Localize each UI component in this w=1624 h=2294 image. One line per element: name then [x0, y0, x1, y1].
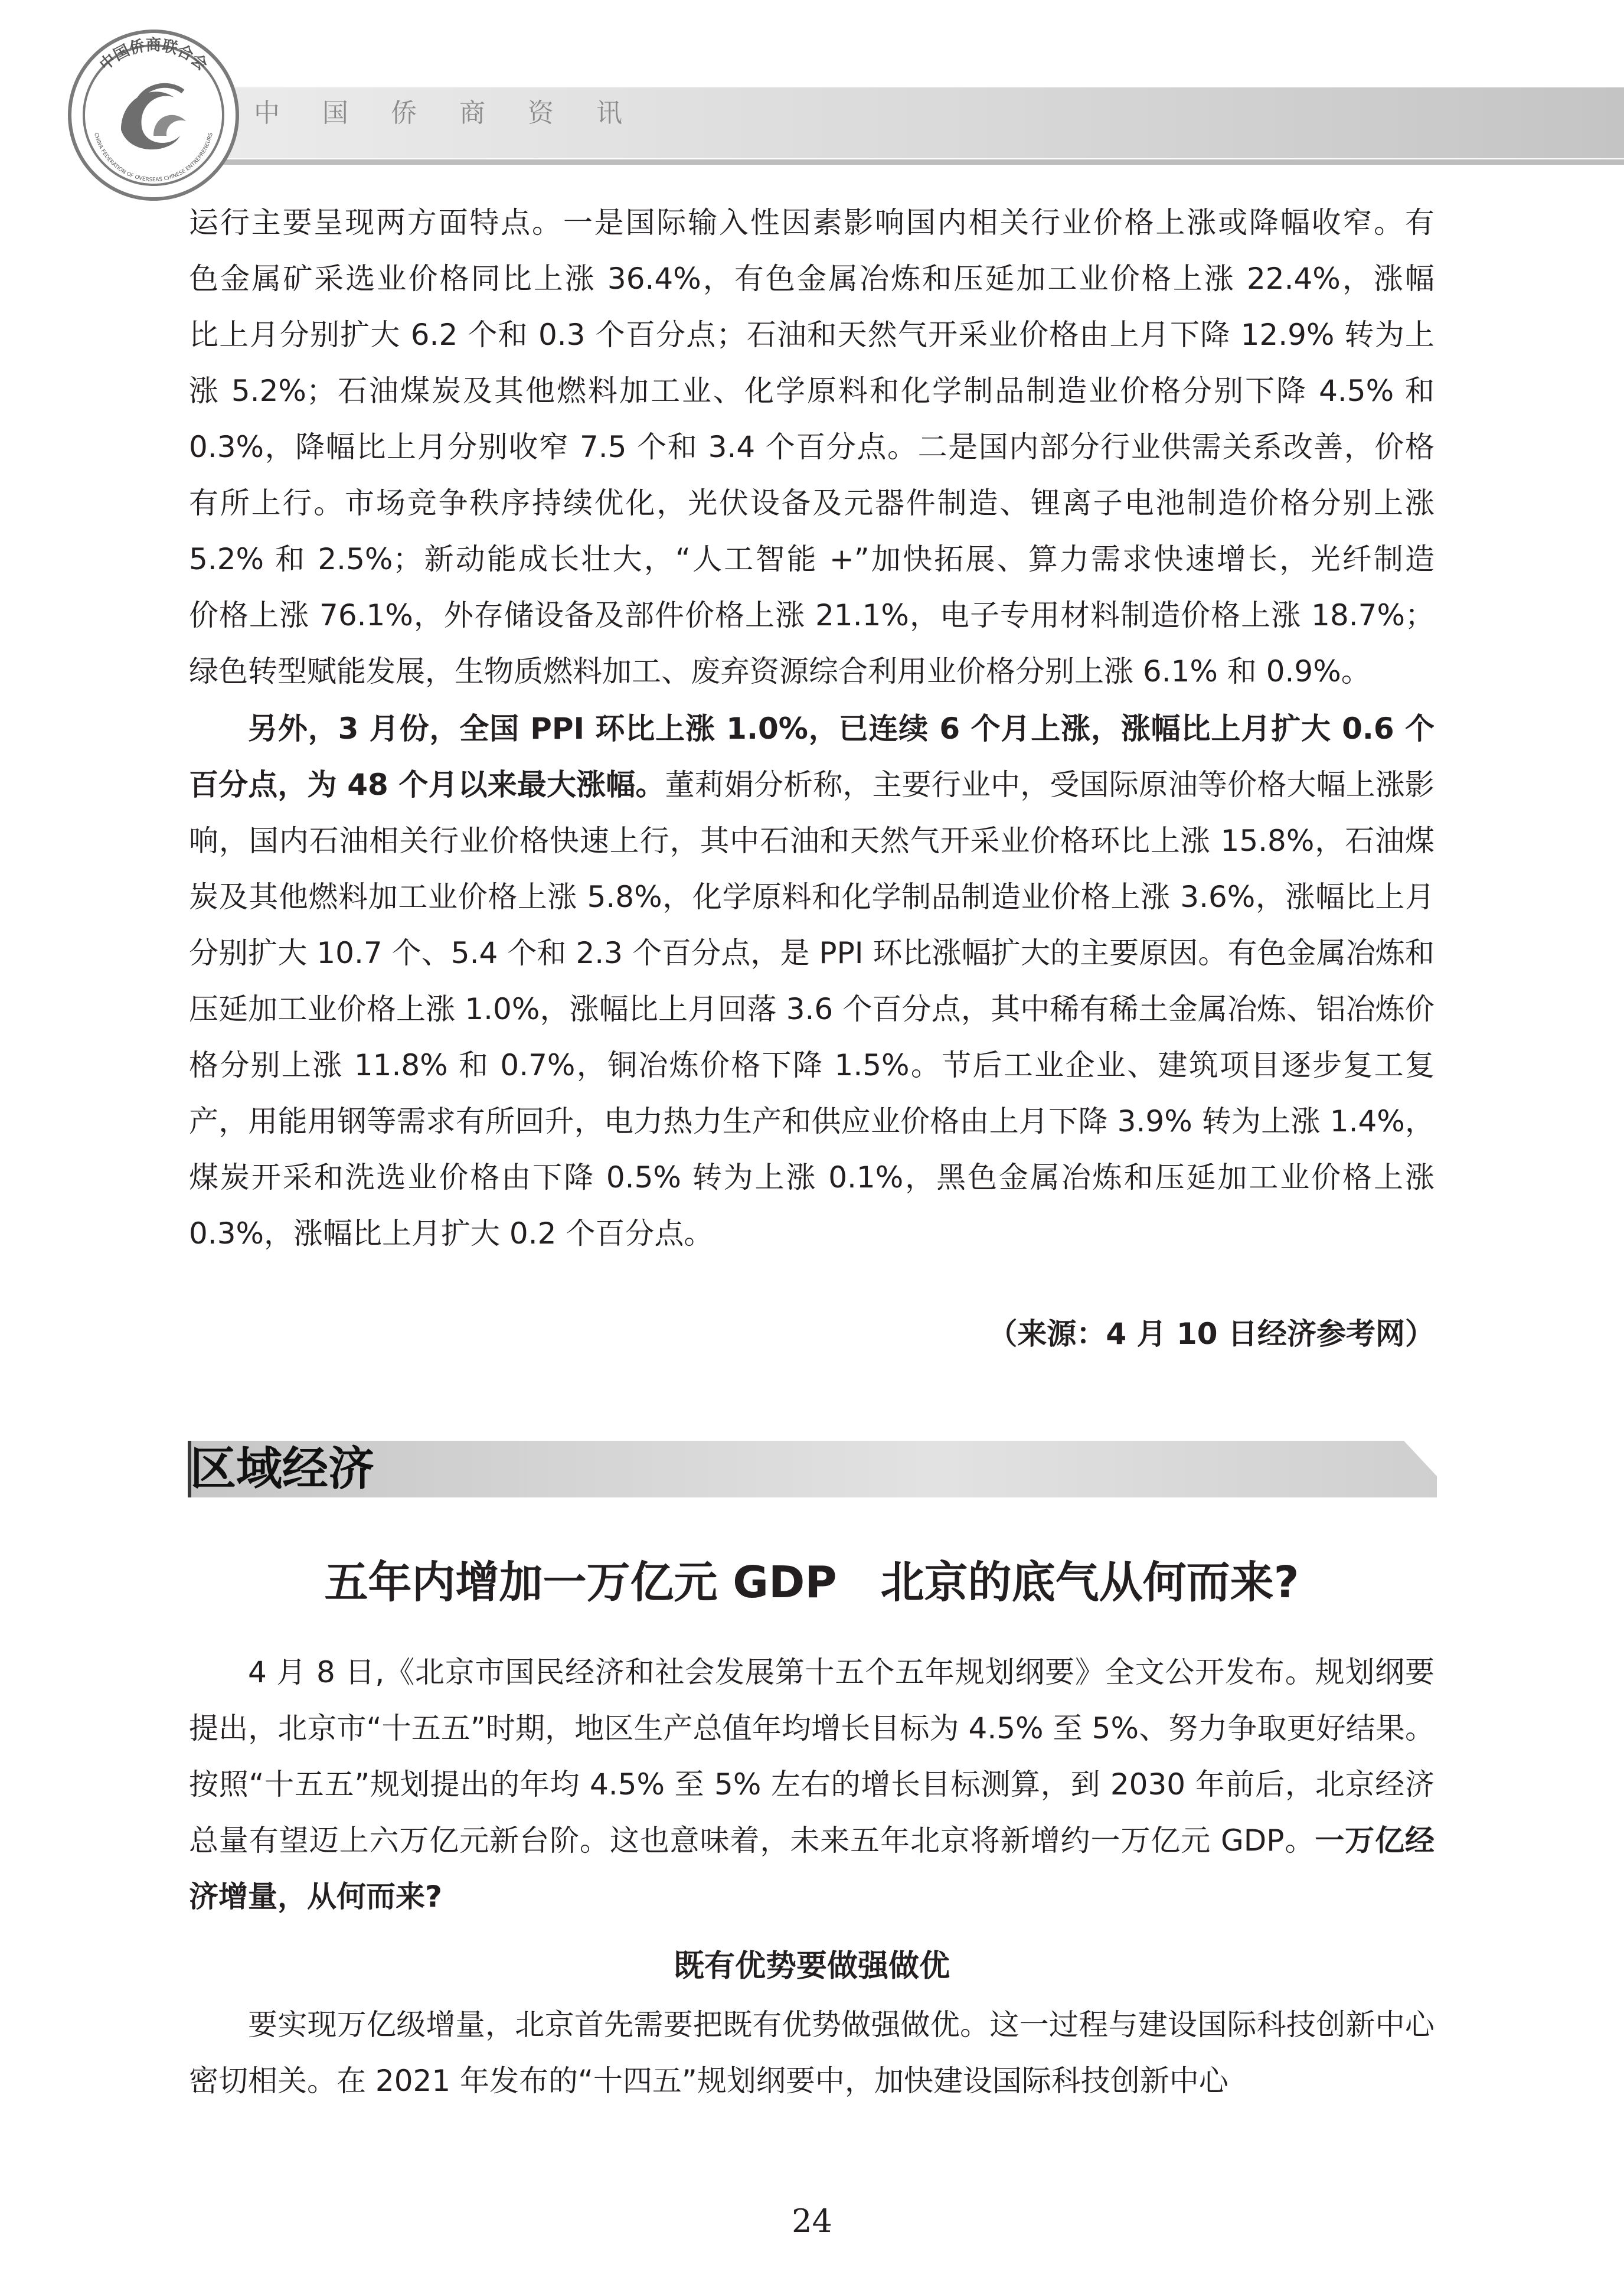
- article-paragraph-1: [189, 1644, 1435, 1925]
- article-paragraph-2: [189, 1997, 1435, 2109]
- ppi-lead-bold: 另外，3 月份，全国 PPI 环比上涨 1.0%，已连续 6 个月上涨，涨幅比上月扩大 0.6 个百分点，为 48 个月以来最大涨幅。: [189, 712, 1435, 802]
- federation-logo: [65, 27, 242, 204]
- ppi-body: 董莉娟分析称，主要行业中，受国际原油等价格大幅上涨影响，国内石油相关行业价格快速上行，其中石油和天然气开采业价格环比上涨 15.8%，石油煤炭及其他燃料加工业价格上涨 5.8%，化学原料和化学制品制造业价格上涨 3.6%，涨幅比上月分别扩大 10.7 个、5.4 个和 2.3 个百分点，是 PPI 环比涨幅扩大的主要原因。有色金属冶炼和压延加工业价格上涨 1.0%，涨幅比上月回落 3.6 个百分点，其中稀有稀土金属冶炼、铝冶炼价格分别上涨 11.8% 和 0.7%，铜冶炼价格下降 1.5%。节后工业企业、建筑项目逐步复工复产，用能用钢等需求有所回升，电力热力生产和供应业价格由上月下降 3.9% 转为上涨 1.4%，煤炭开采和洗选业价格由下降 0.5% 转为上涨 0.1%，黑色金属冶炼和压延加工业价格上涨 0.3%，涨幅比上月扩大 0.2 个百分点。: [189, 768, 1435, 1251]
- page-number: 24: [792, 2202, 832, 2240]
- article-body: 4 月 8 日,《北京市国民经济和社会发展第十五个五年规划纲要》全文公开发布。规划纲要提出，北京市“十五五”时期，地区生产总值年均增长目标为 4.5% 至 5%、努力争取更好结果。按照“十五五”规划提出的年均 4.5% 至 5% 左右的增长目标测算，到 2030 年前后，北京经济总量有望迈上六万亿元新台阶。这也意味着，未来五年北京将新增约一万亿元 GDP。: [189, 1655, 1435, 1858]
- article-title: 五年内增加一万亿元 GDP 北京的底气从何而来?: [324, 1557, 1299, 1608]
- text-line: 价格上涨 76.1%，外存储设备及部件价格上涨 21.1%，电子专用材料制造价格上涨 18.7%；: [189, 598, 1435, 632]
- text-line: 5.2% 和 2.5%；新动能成长壮大，“人工智能 +”加快拓展、算力需求快速增长，光纤制造: [189, 542, 1435, 576]
- header-underline: [177, 159, 1624, 165]
- source-citation: （来源：4 月 10 日经济参考网）: [988, 1317, 1435, 1351]
- text-line: 绿色转型赋能发展，生物质燃料加工、废弃资源综合利用业价格分别上涨 6.1% 和 0.9%。: [189, 654, 1371, 688]
- paragraph-ppi: [189, 701, 1435, 1262]
- text-line: 0.3%，降幅比上月分别收窄 7.5 个和 3.4 个百分点。二是国内部分行业供需关系改善，价格: [189, 430, 1435, 464]
- paragraph-continued: [189, 195, 1435, 700]
- logo-text-top: 中国侨商联合会: [96, 37, 211, 74]
- section-title: 区域经济: [190, 1442, 375, 1496]
- text-line: 有所上行。市场竞争秩序持续优化，光伏设备及元器件制造、锂离子电池制造价格分别上涨: [189, 486, 1435, 520]
- text-line: 涨 5.2%；石油煤炭及其他燃料加工业、化学原料和化学制品制造业价格分别下降 4.5% 和: [189, 374, 1435, 408]
- text-line: 比上月分别扩大 6.2 个和 0.3 个百分点；石油和天然气开采业价格由上月下降 12.9% 转为上: [189, 318, 1435, 352]
- article-body-2: 要实现万亿级增量，北京首先需要把既有优势做强做优。这一过程与建设国际科技创新中心密切相关。在 2021 年发布的“十四五”规划纲要中，加快建设国际科技创新中心: [189, 2008, 1435, 2098]
- text-line: 运行主要呈现两方面特点。一是国际输入性因素影响国内相关行业价格上涨或降幅收窄。有: [189, 205, 1435, 240]
- text-line: 色金属矿采选业价格同比上涨 36.4%，有色金属冶炼和压延加工业价格上涨 22.4%，涨幅: [189, 262, 1435, 296]
- logo-text-bottom: CHINA FEDERATION OF OVERSEAS CHINESE ENTREPRENEURS: [93, 132, 214, 184]
- article-question-bold: 一万亿经济增量，从何而来?: [189, 1823, 1435, 1914]
- section-banner-bar: [188, 1441, 1437, 1497]
- publication-title: 中国侨商资讯: [254, 98, 665, 128]
- article-subhead: 既有优势要做强做优: [673, 1949, 950, 1984]
